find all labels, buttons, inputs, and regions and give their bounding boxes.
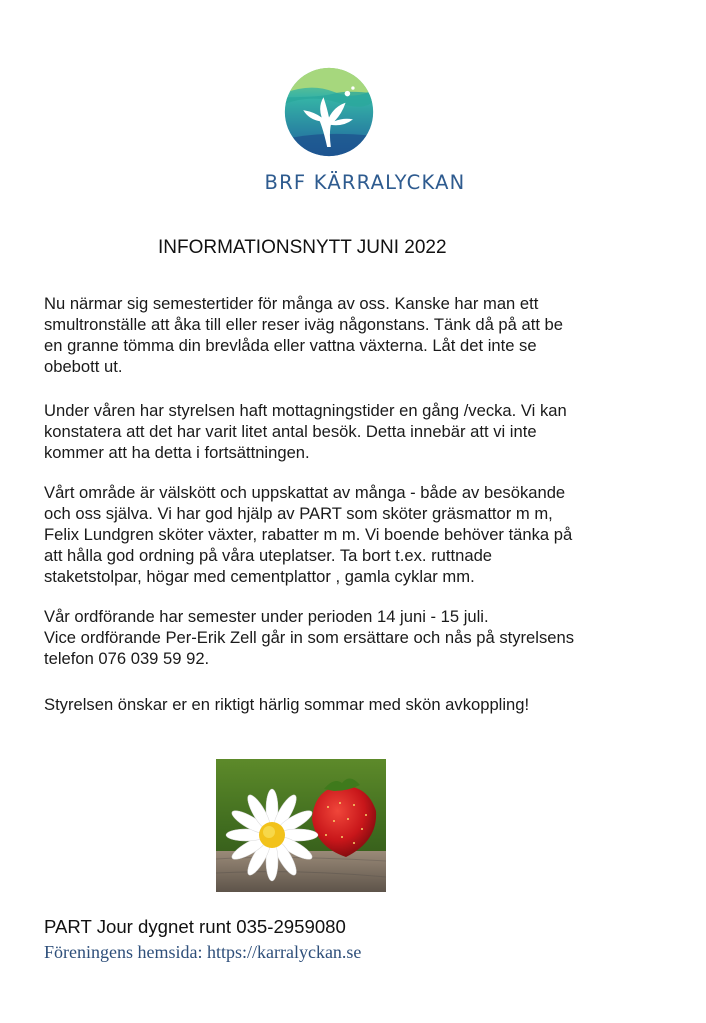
- paragraph-line: Vårt område är välskött och uppskattat av många - både av besökande: [44, 483, 566, 502]
- paragraph-line: och oss själva. Vi har god hjälp av PART som sköter gräsmattor m m,: [44, 504, 553, 523]
- paragraph-line: att hålla god ordning på våra uteplatser. Ta bort t.ex. ruttnade: [44, 546, 493, 565]
- paragraph-area-maintenance: [44, 482, 664, 587]
- paragraph-line: telefon 076 039 59 92.: [44, 649, 210, 668]
- paragraph-line: Styrelsen önskar er en riktigt härlig sommar med skön avkoppling!: [44, 695, 530, 714]
- daisy-and-strawberry-photo: [216, 759, 386, 892]
- paragraph-line: Vice ordförande Per-Erik Zell går in som ersättare och nås på styrelsens: [44, 628, 575, 647]
- paragraph-chairman: [44, 606, 664, 669]
- paragraph-line: Felix Lundgren sköter växter, rabatter m m. Vi boende behöver tänka på: [44, 525, 573, 544]
- website-link[interactable]: Föreningens hemsida: https://karralyckan.se: [44, 942, 362, 962]
- paragraph-line: obebott ut.: [44, 357, 123, 376]
- paragraph-line: Nu närmar sig semestertider för många av oss. Kanske har man ett: [44, 294, 539, 313]
- paragraph-line: en granne tömma din brevlåda eller vattna växterna. Låt det inte se: [44, 336, 537, 355]
- paragraph-line: smultronställe att åka till eller reser iväg någonstans. Tänk då på att be: [44, 315, 563, 334]
- paragraph-line: Under våren har styrelsen haft mottagningstider en gång /vecka. Vi kan: [44, 401, 567, 420]
- paragraph-greeting: [44, 694, 664, 715]
- paragraph-line: konstatera att det har varit litet antal besök. Detta innebär att vi inte: [44, 422, 537, 441]
- paragraph-line: Vår ordförande har semester under perioden 14 juni - 15 juli.: [44, 607, 489, 626]
- flower-bird-logo-icon: [283, 66, 375, 158]
- paragraph-line: kommer att ha detta i fortsättningen.: [44, 443, 310, 462]
- page-title: INFORMATIONSNYTT JUNI 2022: [158, 237, 447, 258]
- paragraph-reception-hours: [44, 400, 664, 463]
- paragraph-line: staketstolpar, högar med cementplattor , gamla cyklar mm.: [44, 567, 475, 586]
- brand-name: BRF KÄRRALYCKAN: [264, 171, 466, 194]
- paragraph-vacation: [44, 293, 664, 377]
- part-jour-phone: PART Jour dygnet runt 035-2959080: [44, 916, 346, 937]
